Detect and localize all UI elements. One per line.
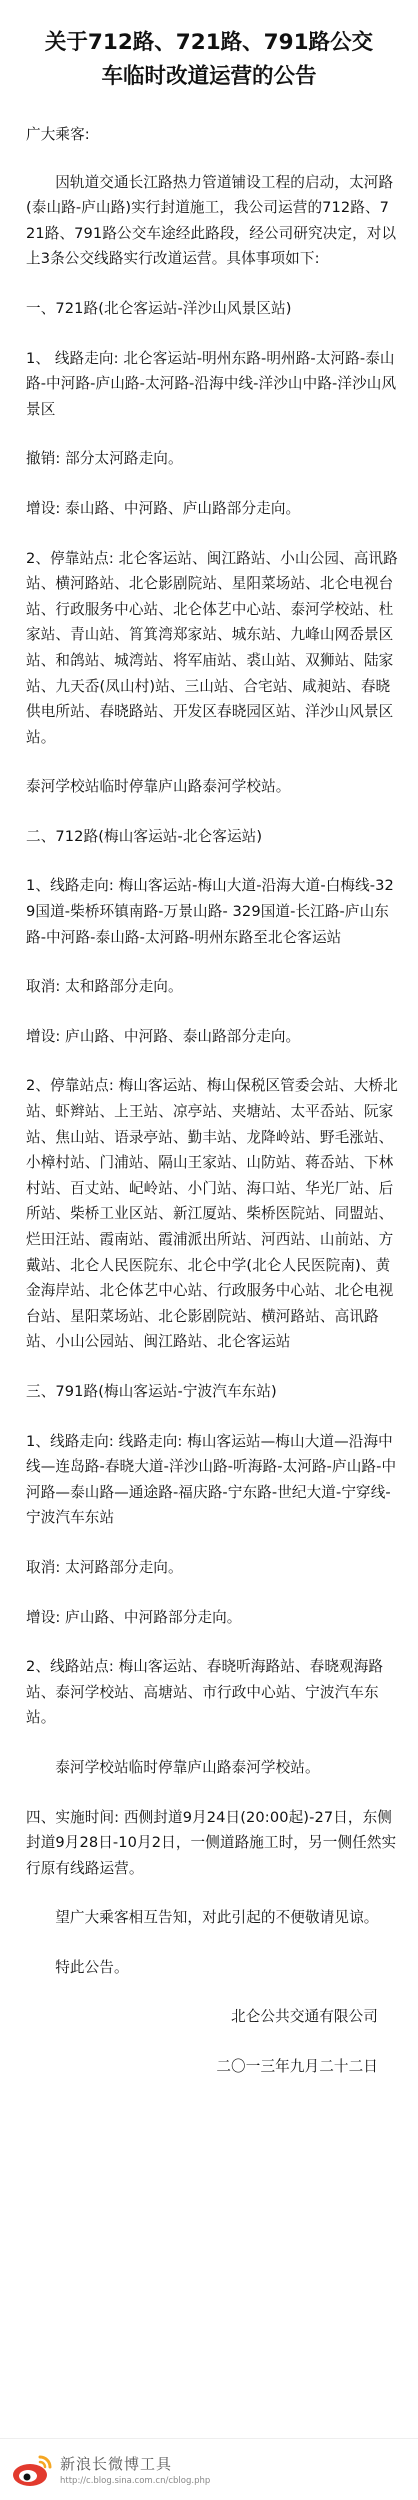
route-712-stops: 2、停靠站点: 梅山客运站、梅山保税区管委会站、大桥北站、虾辫站、上王站、凉亭站、夹塘站、太平岙站、阮家站、焦山站、语录亭站、勤丰站、龙降岭站、野毛涨站、小樟村站、门浦站、隔山王家站、山防站、蒋岙站、下林村站、百丈站、屺岭站、小门站、海口站、华光厂站、后所站、柴桥工业区站、新江厦站、柴桥医院站、同盟站、烂田汪站、霞南站、霞浦派出所站、河西站、山前站、方戴站、北仑人民医院东、北仑中学(北仑人民医院南)、黄金海岸站、北仑体艺中心站、行政服务中心站、北仑电视台站、星阳菜场站、北仑影剧院站、横河路站、高讯路站、小山公园站、闽江路站、北仑客运站 (26, 1077, 398, 1351)
title-line-2: 车临时改道运营的公告 (101, 64, 317, 89)
apology-note: 望广大乘客相互告知，对此引起的不便敬请见谅。 (55, 1909, 379, 1927)
route-721-direction: 1、 线路走向: 北仑客运站-明州东路-明州路-太河路-泰山路-中河路-庐山路-太河路-沿海中线-洋沙山中路-洋沙山风景区 (26, 349, 397, 418)
route-712-direction: 1、线路走向: 梅山客运站-梅山大道-沿海大道-白梅线-329国道-柴桥环镇南路-万景山路- 329国道-长江路-庐山东路-中河路-泰山路-太河路-明州东路至北仑客运站 (26, 877, 394, 946)
route-791-direction: 1、线路走向: 线路走向: 梅山客运站—梅山大道—沿海中线—连岛路-春晓大道-洋沙山路-听海路-太河路-庐山路-中河路—泰山路—通途路-福庆路-宁东路-世纪大道-宁穿线-宁波汽车东站 (26, 1432, 397, 1527)
footer-brand: 新浪长微博工具 (60, 2455, 173, 2473)
section-791-heading: 三、791路(梅山客运站-宁波汽车东站) (26, 1382, 277, 1400)
route-791-temp-stop: 泰河学校站临时停靠庐山路泰河学校站。 (55, 1758, 320, 1776)
announcement-title (0, 26, 418, 94)
section-721-heading: 一、721路(北仑客运站-洋沙山风景区站) (26, 299, 292, 317)
route-791-removed: 取消: 太河路部分走向。 (26, 1558, 183, 1576)
implementation-time: 四、实施时间: 西侧封道9月24日(20:00起)-27日，东侧封道9月28日-10月2日，一侧道路施工时，另一侧任然实行原有线路运营。 (26, 1808, 397, 1877)
route-721-added: 增设: 泰山路、中河路、庐山路部分走向。 (26, 499, 301, 517)
greeting: 广大乘客: (26, 126, 90, 143)
route-712-added: 增设: 庐山路、中河路、泰山路部分走向。 (26, 1027, 301, 1045)
route-721-temp-stop: 泰河学校站临时停靠庐山路泰河学校站。 (26, 778, 291, 796)
route-791-added: 增设: 庐山路、中河路部分走向。 (26, 1608, 242, 1626)
footer-url[interactable]: http://c.blog.sina.com.cn/cblog.php (60, 2476, 211, 2486)
route-721-stops: 2、停靠站点: 北仑客运站、闽江路站、小山公园、高讯路站、横河路站、北仑影剧院站、星阳菜场站、北仑电视台站、行政服务中心站、北仑体艺中心站、泰河学校站、杜家站、青山站、筲箕湾郑家站、城东站、九峰山网岙景区站、和鸽站、城湾站、将军庙站、裘山站、双狮站、陆家站、九天岙(凤山村)站、三山站、合宅站、咸昶站、春晓供电所站、春晓路站、开发区春晓园区站、洋沙山风景区站。 (26, 549, 398, 746)
route-791-stops: 2、线路站点: 梅山客运站、春晓听海路站、春晓观海路站、泰河学校站、高塘站、市行政中心站、宁波汽车东站。 (26, 1658, 384, 1727)
announcement-body (26, 122, 398, 2104)
title-line-1: 关于712路、721路、791路公交 (44, 30, 374, 55)
issue-date: 二〇一三年九月二十二日 (216, 2058, 378, 2076)
issuer-company: 北仑公共交通有限公司 (231, 2008, 378, 2026)
route-712-removed: 取消: 太和路部分走向。 (26, 978, 183, 996)
footer-watermark (0, 2438, 418, 2500)
sina-weibo-logo-icon (10, 2451, 54, 2489)
intro-paragraph: 因轨道交通长江路热力管道铺设工程的启动，太河路(泰山路-庐山路)实行封道施工，我公司运营的712路、721路、791路公交车途经此路段，经公司研究决定，对以上3条公交线路实行改道运营。具体事项如下: (26, 173, 397, 268)
route-721-removed: 撤销: 部分太河路走向。 (26, 450, 183, 468)
closing-note: 特此公告。 (55, 1958, 129, 1976)
section-712-heading: 二、712路(梅山客运站-北仑客运站) (26, 827, 263, 845)
